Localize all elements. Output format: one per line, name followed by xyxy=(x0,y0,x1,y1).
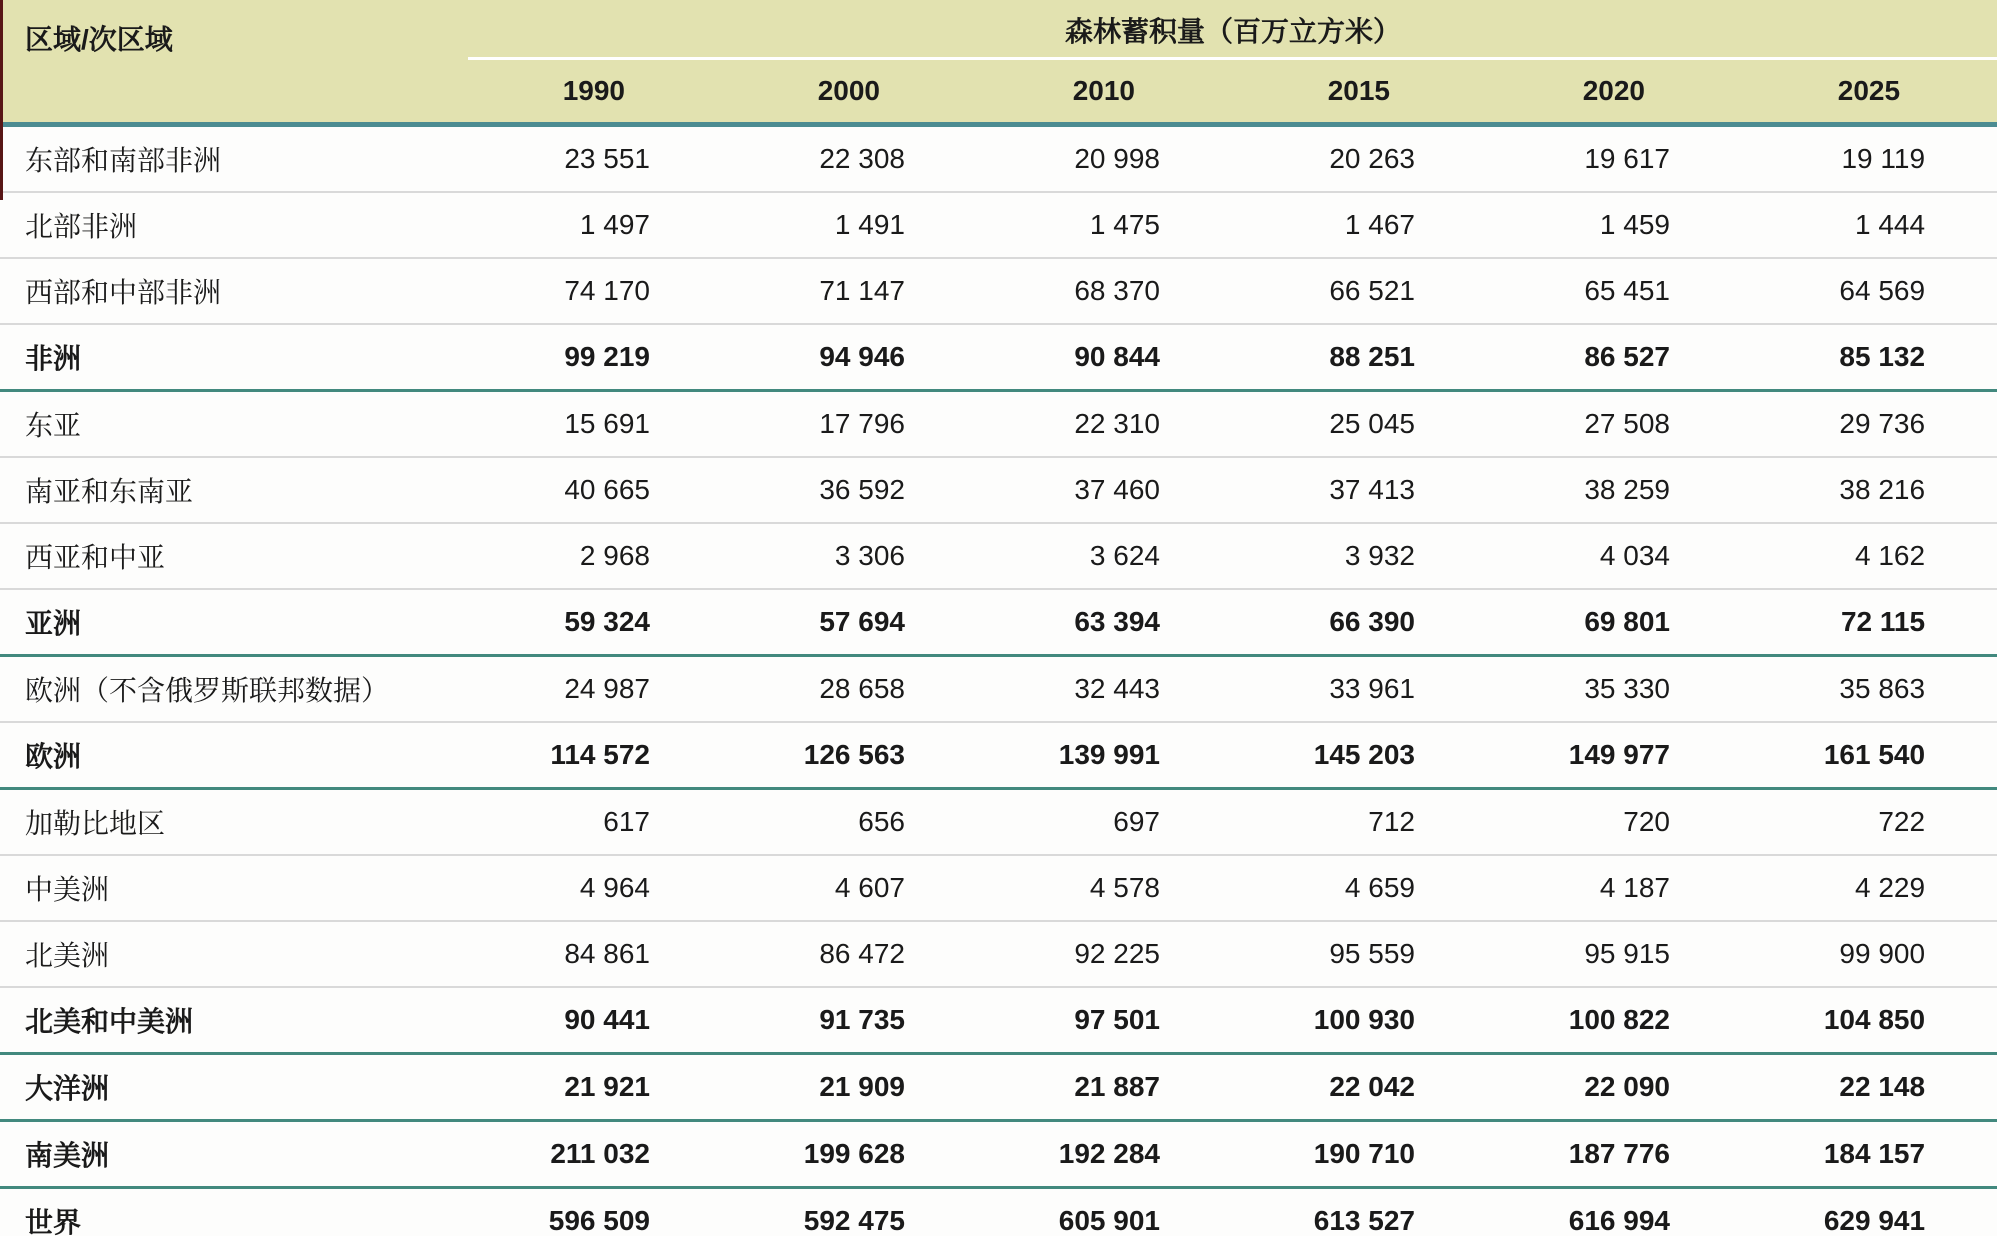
region-cell: 世界 xyxy=(0,1188,468,1236)
value-cell: 1 497 xyxy=(468,192,723,258)
value-cell: 86 472 xyxy=(723,921,978,987)
value-cell: 722 xyxy=(1743,789,1997,856)
region-cell: 非洲 xyxy=(0,324,468,391)
value-cell: 24 987 xyxy=(468,656,723,723)
value-cell: 64 569 xyxy=(1743,258,1997,324)
value-cell: 95 915 xyxy=(1488,921,1743,987)
value-cell: 68 370 xyxy=(978,258,1233,324)
year-header-2015: 2015 xyxy=(1233,59,1488,125)
value-cell: 3 932 xyxy=(1233,523,1488,589)
value-cell: 65 451 xyxy=(1488,258,1743,324)
table-row-total xyxy=(0,324,1997,391)
value-cell: 99 219 xyxy=(468,324,723,391)
value-cell: 92 225 xyxy=(978,921,1233,987)
year-header-2000: 2000 xyxy=(723,59,978,125)
value-cell: 1 459 xyxy=(1488,192,1743,258)
region-cell: 欧洲 xyxy=(0,722,468,789)
value-cell: 32 443 xyxy=(978,656,1233,723)
value-cell: 15 691 xyxy=(468,391,723,458)
value-cell: 592 475 xyxy=(723,1188,978,1236)
value-cell: 104 850 xyxy=(1743,987,1997,1054)
value-cell: 22 310 xyxy=(978,391,1233,458)
value-cell: 2 968 xyxy=(468,523,723,589)
value-cell: 1 491 xyxy=(723,192,978,258)
value-cell: 617 xyxy=(468,789,723,856)
value-cell: 187 776 xyxy=(1488,1121,1743,1188)
value-cell: 720 xyxy=(1488,789,1743,856)
value-cell: 1 475 xyxy=(978,192,1233,258)
value-cell: 100 930 xyxy=(1233,987,1488,1054)
value-cell: 3 306 xyxy=(723,523,978,589)
value-cell: 149 977 xyxy=(1488,722,1743,789)
value-cell: 95 559 xyxy=(1233,921,1488,987)
value-cell: 161 540 xyxy=(1743,722,1997,789)
value-cell: 596 509 xyxy=(468,1188,723,1236)
value-cell: 629 941 xyxy=(1743,1188,1997,1236)
value-cell: 21 909 xyxy=(723,1054,978,1121)
region-cell: 西部和中部非洲 xyxy=(0,258,468,324)
region-cell: 大洋洲 xyxy=(0,1054,468,1121)
value-cell: 38 216 xyxy=(1743,457,1997,523)
value-cell: 63 394 xyxy=(978,589,1233,656)
value-cell: 35 330 xyxy=(1488,656,1743,723)
value-cell: 4 034 xyxy=(1488,523,1743,589)
value-cell: 4 162 xyxy=(1743,523,1997,589)
value-cell: 57 694 xyxy=(723,589,978,656)
value-cell: 38 259 xyxy=(1488,457,1743,523)
value-cell: 19 617 xyxy=(1488,125,1743,193)
table-body xyxy=(0,125,1997,1236)
value-cell: 4 229 xyxy=(1743,855,1997,921)
value-cell: 4 607 xyxy=(723,855,978,921)
region-cell: 欧洲（不含俄罗斯联邦数据） xyxy=(0,656,468,723)
value-cell: 4 659 xyxy=(1233,855,1488,921)
year-header-2020: 2020 xyxy=(1488,59,1743,125)
value-cell: 23 551 xyxy=(468,125,723,193)
value-cell: 90 844 xyxy=(978,324,1233,391)
value-cell: 20 263 xyxy=(1233,125,1488,193)
value-cell: 21 921 xyxy=(468,1054,723,1121)
value-cell: 40 665 xyxy=(468,457,723,523)
value-cell: 1 444 xyxy=(1743,192,1997,258)
table-row-total xyxy=(0,987,1997,1054)
region-cell: 加勒比地区 xyxy=(0,789,468,856)
table-row xyxy=(0,523,1997,589)
value-cell: 84 861 xyxy=(468,921,723,987)
value-cell: 613 527 xyxy=(1233,1188,1488,1236)
value-cell: 69 801 xyxy=(1488,589,1743,656)
group-header: 森林蓄积量（百万立方米） xyxy=(468,0,1997,59)
table-header xyxy=(0,0,1997,125)
value-cell: 616 994 xyxy=(1488,1188,1743,1236)
value-cell: 88 251 xyxy=(1233,324,1488,391)
value-cell: 94 946 xyxy=(723,324,978,391)
value-cell: 91 735 xyxy=(723,987,978,1054)
value-cell: 20 998 xyxy=(978,125,1233,193)
value-cell: 21 887 xyxy=(978,1054,1233,1121)
year-header-2010: 2010 xyxy=(978,59,1233,125)
value-cell: 71 147 xyxy=(723,258,978,324)
value-cell: 100 822 xyxy=(1488,987,1743,1054)
value-cell: 59 324 xyxy=(468,589,723,656)
region-cell: 西亚和中亚 xyxy=(0,523,468,589)
value-cell: 184 157 xyxy=(1743,1121,1997,1188)
year-header-1990: 1990 xyxy=(468,59,723,125)
value-cell: 114 572 xyxy=(468,722,723,789)
table-row-world-total xyxy=(0,1188,1997,1236)
value-cell: 697 xyxy=(978,789,1233,856)
value-cell: 19 119 xyxy=(1743,125,1997,193)
value-cell: 1 467 xyxy=(1233,192,1488,258)
value-cell: 199 628 xyxy=(723,1121,978,1188)
value-cell: 126 563 xyxy=(723,722,978,789)
table-row xyxy=(0,391,1997,458)
value-cell: 139 991 xyxy=(978,722,1233,789)
region-cell: 北美洲 xyxy=(0,921,468,987)
table-row-total xyxy=(0,1121,1997,1188)
value-cell: 190 710 xyxy=(1233,1121,1488,1188)
page-edge-artifact xyxy=(0,0,3,200)
value-cell: 33 961 xyxy=(1233,656,1488,723)
value-cell: 211 032 xyxy=(468,1121,723,1188)
value-cell: 28 658 xyxy=(723,656,978,723)
value-cell: 25 045 xyxy=(1233,391,1488,458)
value-cell: 27 508 xyxy=(1488,391,1743,458)
value-cell: 72 115 xyxy=(1743,589,1997,656)
value-cell: 4 187 xyxy=(1488,855,1743,921)
value-cell: 99 900 xyxy=(1743,921,1997,987)
value-cell: 37 413 xyxy=(1233,457,1488,523)
value-cell: 86 527 xyxy=(1488,324,1743,391)
region-cell: 北部非洲 xyxy=(0,192,468,258)
table-row xyxy=(0,855,1997,921)
value-cell: 74 170 xyxy=(468,258,723,324)
region-cell: 东部和南部非洲 xyxy=(0,125,468,193)
value-cell: 36 592 xyxy=(723,457,978,523)
value-cell: 712 xyxy=(1233,789,1488,856)
region-cell: 中美洲 xyxy=(0,855,468,921)
table-row xyxy=(0,192,1997,258)
table-row-total xyxy=(0,589,1997,656)
value-cell: 22 042 xyxy=(1233,1054,1488,1121)
table-row xyxy=(0,656,1997,723)
table-row xyxy=(0,921,1997,987)
value-cell: 17 796 xyxy=(723,391,978,458)
table-row-total xyxy=(0,722,1997,789)
value-cell: 22 148 xyxy=(1743,1054,1997,1121)
table-row xyxy=(0,789,1997,856)
value-cell: 192 284 xyxy=(978,1121,1233,1188)
table-row-total xyxy=(0,1054,1997,1121)
value-cell: 66 521 xyxy=(1233,258,1488,324)
region-cell: 亚洲 xyxy=(0,589,468,656)
corner-header: 区域/次区域 xyxy=(0,0,468,125)
value-cell: 22 308 xyxy=(723,125,978,193)
value-cell: 22 090 xyxy=(1488,1054,1743,1121)
value-cell: 97 501 xyxy=(978,987,1233,1054)
value-cell: 85 132 xyxy=(1743,324,1997,391)
year-header-2025: 2025 xyxy=(1743,59,1997,125)
value-cell: 66 390 xyxy=(1233,589,1488,656)
region-cell: 北美和中美洲 xyxy=(0,987,468,1054)
table-row xyxy=(0,125,1997,193)
value-cell: 4 964 xyxy=(468,855,723,921)
value-cell: 37 460 xyxy=(978,457,1233,523)
value-cell: 29 736 xyxy=(1743,391,1997,458)
table-row xyxy=(0,457,1997,523)
value-cell: 90 441 xyxy=(468,987,723,1054)
region-cell: 南亚和东南亚 xyxy=(0,457,468,523)
region-cell: 东亚 xyxy=(0,391,468,458)
value-cell: 656 xyxy=(723,789,978,856)
value-cell: 3 624 xyxy=(978,523,1233,589)
value-cell: 145 203 xyxy=(1233,722,1488,789)
value-cell: 35 863 xyxy=(1743,656,1997,723)
value-cell: 605 901 xyxy=(978,1188,1233,1236)
table-row xyxy=(0,258,1997,324)
region-cell: 南美洲 xyxy=(0,1121,468,1188)
value-cell: 4 578 xyxy=(978,855,1233,921)
